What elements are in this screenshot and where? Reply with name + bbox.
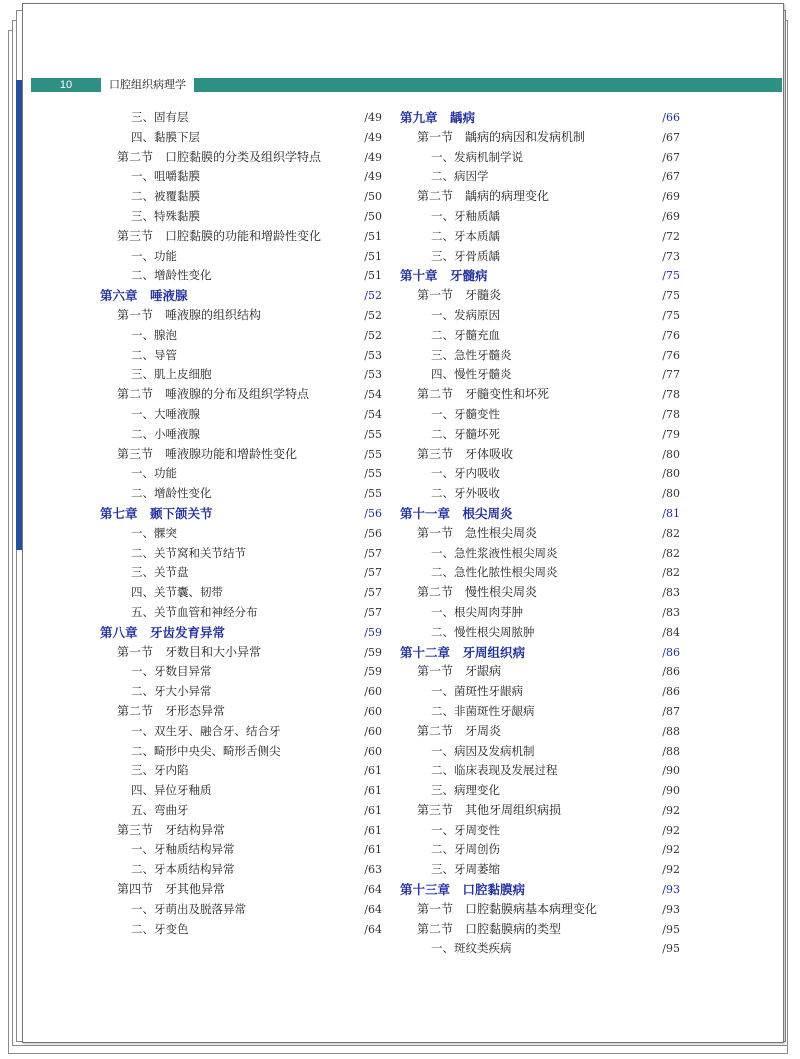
toc-entry-title: 二、牙本质龋 — [431, 228, 500, 243]
toc-entry-page: /61 — [364, 823, 382, 837]
toc-entry-title: 一、牙釉质结构异常 — [131, 842, 235, 857]
toc-item-entry[interactable] — [100, 167, 382, 187]
toc-entry-page: /80 — [662, 487, 680, 501]
toc-entry-page: /76 — [662, 328, 680, 342]
toc-entry-page: /78 — [662, 407, 680, 421]
toc-item-entry[interactable] — [100, 900, 382, 920]
toc-item-entry[interactable] — [400, 346, 680, 366]
toc-entry-title: 二、病因学 — [431, 169, 489, 184]
toc-entry-title: 三、病理变化 — [431, 783, 500, 798]
toc-chapter-entry[interactable] — [400, 266, 680, 286]
toc-entry-title: 第一节 唾液腺的组织结构 — [117, 307, 262, 322]
toc-entry-title: 一、根尖周肉芽肿 — [431, 604, 523, 619]
toc-entry-title: 第一节 急性根尖周炎 — [417, 525, 538, 540]
toc-entry-title: 第七章 颞下颌关节 — [100, 505, 213, 521]
toc-entry-title: 第十一章 根尖周炎 — [400, 505, 513, 521]
toc-chapter-entry[interactable] — [100, 286, 382, 306]
toc-item-entry[interactable] — [100, 464, 382, 484]
toc-item-entry[interactable] — [100, 425, 382, 445]
toc-entry-title: 第三节 牙结构异常 — [117, 822, 226, 837]
toc-entry-page: /55 — [364, 447, 382, 461]
toc-entry-page: /88 — [662, 724, 680, 738]
toc-entry-title: 三、肌上皮细胞 — [131, 367, 212, 382]
toc-item-entry[interactable] — [400, 781, 680, 801]
toc-chapter-entry[interactable] — [100, 504, 382, 524]
toc-entry-title: 第二节 牙周炎 — [417, 723, 502, 738]
toc-item-entry[interactable] — [100, 583, 382, 603]
toc-entry-title: 三、牙内陷 — [131, 763, 189, 778]
toc-entry-title: 一、大唾液腺 — [131, 406, 200, 421]
toc-item-entry[interactable] — [400, 148, 680, 168]
toc-entry-page: /86 — [662, 685, 680, 699]
toc-entry-title: 第一节 牙龈病 — [417, 664, 502, 679]
toc-entry-title: 五、关节血管和神经分布 — [131, 604, 258, 619]
toc-entry-page: /52 — [364, 328, 382, 342]
toc-item-entry[interactable] — [100, 860, 382, 880]
toc-item-entry[interactable] — [100, 187, 382, 207]
toc-entry-title: 二、关节窝和关节结节 — [131, 545, 246, 560]
toc-entry-page: /82 — [662, 546, 680, 560]
toc-entry-page: /75 — [662, 308, 680, 322]
toc-entry-page: /69 — [662, 190, 680, 204]
toc-entry-title: 一、牙内吸收 — [431, 466, 500, 481]
toc-entry-title: 三、固有层 — [131, 110, 189, 124]
toc-section-entry[interactable] — [400, 662, 680, 682]
toc-entry-title: 二、牙外吸收 — [431, 486, 500, 501]
toc-entry-page: /50 — [364, 209, 382, 223]
toc-entry-title: 二、被覆黏膜 — [131, 189, 200, 204]
toc-entry-title: 二、急性化脓性根尖周炎 — [431, 565, 558, 580]
toc-entry-page: /77 — [662, 368, 680, 382]
toc-item-entry[interactable] — [100, 128, 382, 148]
toc-entry-title: 一、牙髓变性 — [431, 406, 500, 421]
toc-item-entry[interactable] — [400, 464, 680, 484]
toc-entry-page: /92 — [662, 803, 680, 817]
toc-entry-page: /49 — [364, 130, 382, 144]
toc-entry-title: 四、慢性牙髓炎 — [431, 367, 512, 382]
toc-section-entry[interactable] — [400, 722, 680, 742]
toc-entry-page: /56 — [364, 526, 382, 540]
toc-entry-page: /83 — [662, 586, 680, 600]
toc-entry-title: 第六章 唾液腺 — [100, 288, 188, 304]
toc-entry-title: 一、功能 — [131, 248, 177, 263]
toc-entry-page: /80 — [662, 467, 680, 481]
toc-entry-page: /88 — [662, 744, 680, 758]
toc-entry-title: 一、咀嚼黏膜 — [131, 169, 200, 184]
toc-entry-page: /64 — [364, 883, 382, 897]
toc-item-entry[interactable] — [400, 544, 680, 564]
toc-item-entry[interactable] — [400, 623, 680, 643]
toc-entry-title: 一、腺泡 — [131, 327, 177, 342]
toc-entry-title: 一、发病机制学说 — [431, 149, 523, 164]
toc-entry-page: /51 — [364, 249, 382, 263]
toc-section-entry[interactable] — [100, 227, 382, 247]
toc-entry-page: /53 — [364, 348, 382, 362]
toc-item-entry[interactable] — [400, 227, 680, 247]
toc-entry-page: /61 — [364, 764, 382, 778]
toc-item-entry[interactable] — [100, 742, 382, 762]
toc-entry-page: /49 — [364, 111, 382, 124]
toc-entry-page: /82 — [662, 566, 680, 580]
toc-section-entry[interactable] — [400, 128, 680, 148]
toc-entry-page: /53 — [364, 368, 382, 382]
toc-item-entry[interactable] — [400, 167, 680, 187]
toc-entry-title: 第十章 牙髓病 — [400, 268, 488, 284]
toc-item-entry[interactable] — [400, 682, 680, 702]
page-header — [31, 78, 782, 92]
toc-entry-page: /52 — [364, 308, 382, 322]
toc-entry-title: 五、弯曲牙 — [131, 802, 189, 817]
toc-entry-page: /75 — [662, 289, 680, 303]
toc-entry-page: /60 — [364, 744, 382, 758]
toc-entry-page: /73 — [662, 249, 680, 263]
toc-entry-title: 二、牙髓充血 — [431, 327, 500, 342]
toc-item-entry[interactable] — [100, 722, 382, 742]
toc-item-entry[interactable] — [400, 405, 680, 425]
toc-entry-page: /59 — [364, 665, 382, 679]
toc-chapter-entry[interactable] — [400, 504, 680, 524]
toc-item-entry[interactable] — [100, 207, 382, 227]
toc-item-entry[interactable] — [400, 365, 680, 385]
toc-entry-page: /57 — [364, 546, 382, 560]
toc-chapter-entry[interactable] — [400, 643, 680, 663]
toc-entry-page: /63 — [364, 863, 382, 877]
toc-item-entry[interactable] — [400, 247, 680, 267]
toc-section-entry[interactable] — [400, 920, 680, 940]
toc-entry-page: /72 — [662, 229, 680, 243]
toc-entry-page: /51 — [364, 229, 382, 243]
toc-item-entry[interactable] — [100, 920, 382, 940]
toc-item-entry[interactable] — [400, 761, 680, 781]
toc-entry-page: /55 — [364, 427, 382, 441]
toc-entry-page: /92 — [662, 863, 680, 877]
toc-entry-title: 第二节 口腔黏膜病的类型 — [417, 921, 562, 936]
toc-entry-page: /92 — [662, 843, 680, 857]
toc-item-entry[interactable] — [100, 326, 382, 346]
toc-entry-page: /86 — [662, 645, 680, 659]
toc-entry-page: /92 — [662, 823, 680, 837]
toc-item-entry[interactable] — [400, 939, 680, 959]
toc-entry-title: 一、病因及发病机制 — [431, 743, 535, 758]
toc-entry-title: 四、关节囊、韧带 — [131, 585, 223, 600]
toc-item-entry[interactable] — [100, 840, 382, 860]
toc-entry-title: 二、临床表现及发展过程 — [431, 763, 558, 778]
toc-entry-title: 第二节 慢性根尖周炎 — [417, 585, 538, 600]
toc-section-entry[interactable] — [100, 385, 382, 405]
toc-item-entry[interactable] — [100, 544, 382, 564]
toc-entry-title: 二、畸形中央尖、畸形舌侧尖 — [131, 743, 281, 758]
toc-entry-title: 四、异位牙釉质 — [131, 783, 212, 798]
toc-entry-title: 一、急性浆液性根尖周炎 — [431, 545, 558, 560]
toc-entry-title: 二、牙大小异常 — [131, 684, 212, 699]
toc-section-entry[interactable] — [400, 445, 680, 465]
toc-item-entry[interactable] — [400, 821, 680, 841]
toc-entry-page: /54 — [364, 388, 382, 402]
toc-item-entry[interactable] — [100, 662, 382, 682]
toc-entry-title: 二、牙变色 — [131, 921, 189, 936]
toc-entry-page: /93 — [662, 883, 680, 897]
toc-item-entry[interactable] — [400, 563, 680, 583]
toc-entry-title: 第三节 唾液腺功能和增龄性变化 — [117, 446, 298, 461]
toc-entry-page: /49 — [364, 150, 382, 164]
toc-entry-page: /64 — [364, 902, 382, 916]
toc-entry-title: 二、牙周创伤 — [431, 842, 500, 857]
toc-entry-title: 第一节 牙数目和大小异常 — [117, 644, 262, 659]
toc-item-entry[interactable] — [100, 761, 382, 781]
toc-entry-title: 一、双生牙、融合牙、结合牙 — [131, 723, 281, 738]
toc-entry-title: 三、牙骨质龋 — [431, 248, 500, 263]
toc-item-entry[interactable] — [100, 484, 382, 504]
toc-entry-page: /69 — [662, 209, 680, 223]
toc-item-entry[interactable] — [100, 405, 382, 425]
toc-entry-title: 第九章 龋病 — [400, 110, 476, 125]
toc-entry-page: /61 — [364, 843, 382, 857]
toc-entry-page: /60 — [364, 704, 382, 718]
toc-entry-title: 第二节 唾液腺的分布及组织学特点 — [117, 387, 310, 402]
toc-entry-page: /87 — [662, 704, 680, 718]
toc-chapter-entry[interactable] — [400, 108, 680, 128]
toc-entry-title: 二、小唾液腺 — [131, 426, 200, 441]
toc-entry-page: /75 — [662, 269, 680, 283]
toc-section-entry[interactable] — [400, 801, 680, 821]
toc-entry-title: 二、非菌斑性牙龈病 — [431, 703, 535, 718]
toc-item-entry[interactable] — [400, 207, 680, 227]
toc-entry-page: /51 — [364, 269, 382, 283]
toc-entry-title: 二、导管 — [131, 347, 177, 362]
toc-entry-page: /66 — [662, 111, 680, 124]
toc-entry-title: 第四节 牙其他异常 — [117, 882, 226, 897]
toc-entry-page: /84 — [662, 625, 680, 639]
toc-entry-title: 三、关节盘 — [131, 565, 189, 580]
toc-entry-title: 第十二章 牙周组织病 — [400, 644, 526, 660]
toc-item-entry[interactable] — [100, 247, 382, 267]
toc-item-entry[interactable] — [100, 801, 382, 821]
toc-entry-page: /95 — [662, 922, 680, 936]
toc-item-entry[interactable] — [100, 346, 382, 366]
toc-entry-page: /54 — [364, 407, 382, 421]
toc-entry-title: 二、慢性根尖周脓肿 — [431, 624, 535, 639]
toc-entry-page: /90 — [662, 784, 680, 798]
toc-entry-title: 一、牙釉质龋 — [431, 208, 500, 223]
toc-entry-title: 一、发病原因 — [431, 307, 500, 322]
toc-entry-page: /90 — [662, 764, 680, 778]
toc-left-column — [100, 108, 382, 939]
toc-section-entry[interactable] — [100, 702, 382, 722]
toc-entry-page: /49 — [364, 170, 382, 184]
toc-entry-title: 四、黏膜下层 — [131, 129, 200, 144]
toc-entry-page: /79 — [662, 427, 680, 441]
toc-section-entry[interactable] — [100, 821, 382, 841]
toc-item-entry[interactable] — [100, 563, 382, 583]
toc-entry-title: 一、斑纹类疾病 — [431, 941, 512, 956]
toc-entry-title: 二、增龄性变化 — [131, 268, 212, 283]
toc-chapter-entry[interactable] — [100, 623, 382, 643]
toc-entry-page: /50 — [364, 190, 382, 204]
toc-item-entry[interactable] — [100, 781, 382, 801]
toc-item-entry[interactable] — [400, 484, 680, 504]
toc-entry-title: 第一节 牙髓炎 — [417, 288, 502, 303]
toc-entry-page: /60 — [364, 685, 382, 699]
toc-entry-page: /78 — [662, 388, 680, 402]
toc-entry-title: 第二节 口腔黏膜的分类及组织学特点 — [117, 149, 322, 164]
toc-section-entry[interactable] — [100, 643, 382, 663]
toc-entry-page: /86 — [662, 665, 680, 679]
toc-entry-page: /60 — [364, 724, 382, 738]
toc-item-entry[interactable] — [100, 603, 382, 623]
toc-item-entry[interactable] — [400, 603, 680, 623]
toc-right-column — [400, 108, 680, 959]
toc-entry-page: /67 — [662, 130, 680, 144]
toc-entry-page: /61 — [364, 784, 382, 798]
toc-entry-title: 第十三章 口腔黏膜病 — [400, 882, 526, 898]
toc-entry-page: /67 — [662, 150, 680, 164]
toc-entry-page: /83 — [662, 605, 680, 619]
toc-entry-title: 一、功能 — [131, 466, 177, 481]
toc-item-entry[interactable] — [100, 108, 382, 128]
toc-item-entry[interactable] — [400, 425, 680, 445]
toc-item-entry[interactable] — [400, 326, 680, 346]
toc-section-entry[interactable] — [400, 286, 680, 306]
toc-item-entry[interactable] — [100, 682, 382, 702]
toc-entry-page: /61 — [364, 803, 382, 817]
toc-entry-title: 第三节 其他牙周组织病损 — [417, 802, 562, 817]
toc-section-entry[interactable] — [100, 148, 382, 168]
toc-section-entry[interactable] — [100, 306, 382, 326]
toc-entry-page: /55 — [364, 487, 382, 501]
toc-entry-title: 一、牙周变性 — [431, 822, 500, 837]
toc-entry-page: /64 — [364, 922, 382, 936]
toc-item-entry[interactable] — [100, 524, 382, 544]
toc-entry-title: 第三节 口腔黏膜的功能和增龄性变化 — [117, 228, 322, 243]
toc-entry-title: 二、牙本质结构异常 — [131, 862, 235, 877]
toc-entry-page: /95 — [662, 942, 680, 956]
toc-entry-page: /57 — [364, 605, 382, 619]
toc-entry-title: 第一节 口腔黏膜病基本病理变化 — [417, 901, 598, 916]
toc-entry-title: 二、增龄性变化 — [131, 486, 212, 501]
toc-entry-page: /59 — [364, 645, 382, 659]
toc-entry-title: 二、牙髓坏死 — [431, 426, 500, 441]
toc-entry-title: 一、牙数目异常 — [131, 664, 212, 679]
toc-entry-title: 一、菌斑性牙龈病 — [431, 684, 523, 699]
toc-chapter-entry[interactable] — [400, 880, 680, 900]
toc-entry-title: 三、特殊黏膜 — [131, 208, 200, 223]
toc-item-entry[interactable] — [100, 266, 382, 286]
toc-section-entry[interactable] — [400, 385, 680, 405]
toc-item-entry[interactable] — [400, 702, 680, 722]
toc-entry-title: 第八章 牙齿发育异常 — [100, 624, 226, 640]
toc-item-entry[interactable] — [100, 365, 382, 385]
toc-entry-page: /80 — [662, 447, 680, 461]
toc-entry-title: 第二节 龋病的病理变化 — [417, 189, 550, 204]
toc-item-entry[interactable] — [400, 742, 680, 762]
toc-entry-title: 第一节 龋病的病因和发病机制 — [417, 129, 586, 144]
toc-entry-page: /52 — [364, 289, 382, 303]
toc-item-entry[interactable] — [400, 840, 680, 860]
toc-entry-page: /55 — [364, 467, 382, 481]
page-number: 10 — [59, 79, 73, 91]
toc-entry-title: 三、牙周萎缩 — [431, 862, 500, 877]
toc-entry-page: /82 — [662, 526, 680, 540]
toc-entry-page: /56 — [364, 506, 382, 520]
toc-item-entry[interactable] — [400, 860, 680, 880]
toc-entry-title: 第二节 牙形态异常 — [117, 703, 226, 718]
toc-section-entry[interactable] — [400, 524, 680, 544]
book-title: 口腔组织病理学 — [101, 78, 194, 92]
toc-section-entry[interactable] — [100, 445, 382, 465]
toc-section-entry[interactable] — [400, 583, 680, 603]
toc-section-entry[interactable] — [400, 900, 680, 920]
toc-entry-title: 一、牙萌出及脱落异常 — [131, 901, 246, 916]
toc-entry-page: /59 — [364, 625, 382, 639]
toc-entry-page: /67 — [662, 170, 680, 184]
toc-entry-page: /81 — [662, 506, 680, 520]
toc-entry-title: 第二节 牙髓变性和坏死 — [417, 387, 550, 402]
toc-entry-page: /93 — [662, 902, 680, 916]
toc-entry-page: /76 — [662, 348, 680, 362]
toc-item-entry[interactable] — [400, 306, 680, 326]
toc-section-entry[interactable] — [400, 187, 680, 207]
toc-entry-title: 一、髁突 — [131, 525, 177, 540]
toc-entry-page: /57 — [364, 566, 382, 580]
toc-section-entry[interactable] — [100, 880, 382, 900]
toc-entry-title: 三、急性牙髓炎 — [431, 347, 512, 362]
toc-entry-title: 第三节 牙体吸收 — [417, 446, 514, 461]
toc-entry-page: /57 — [364, 586, 382, 600]
